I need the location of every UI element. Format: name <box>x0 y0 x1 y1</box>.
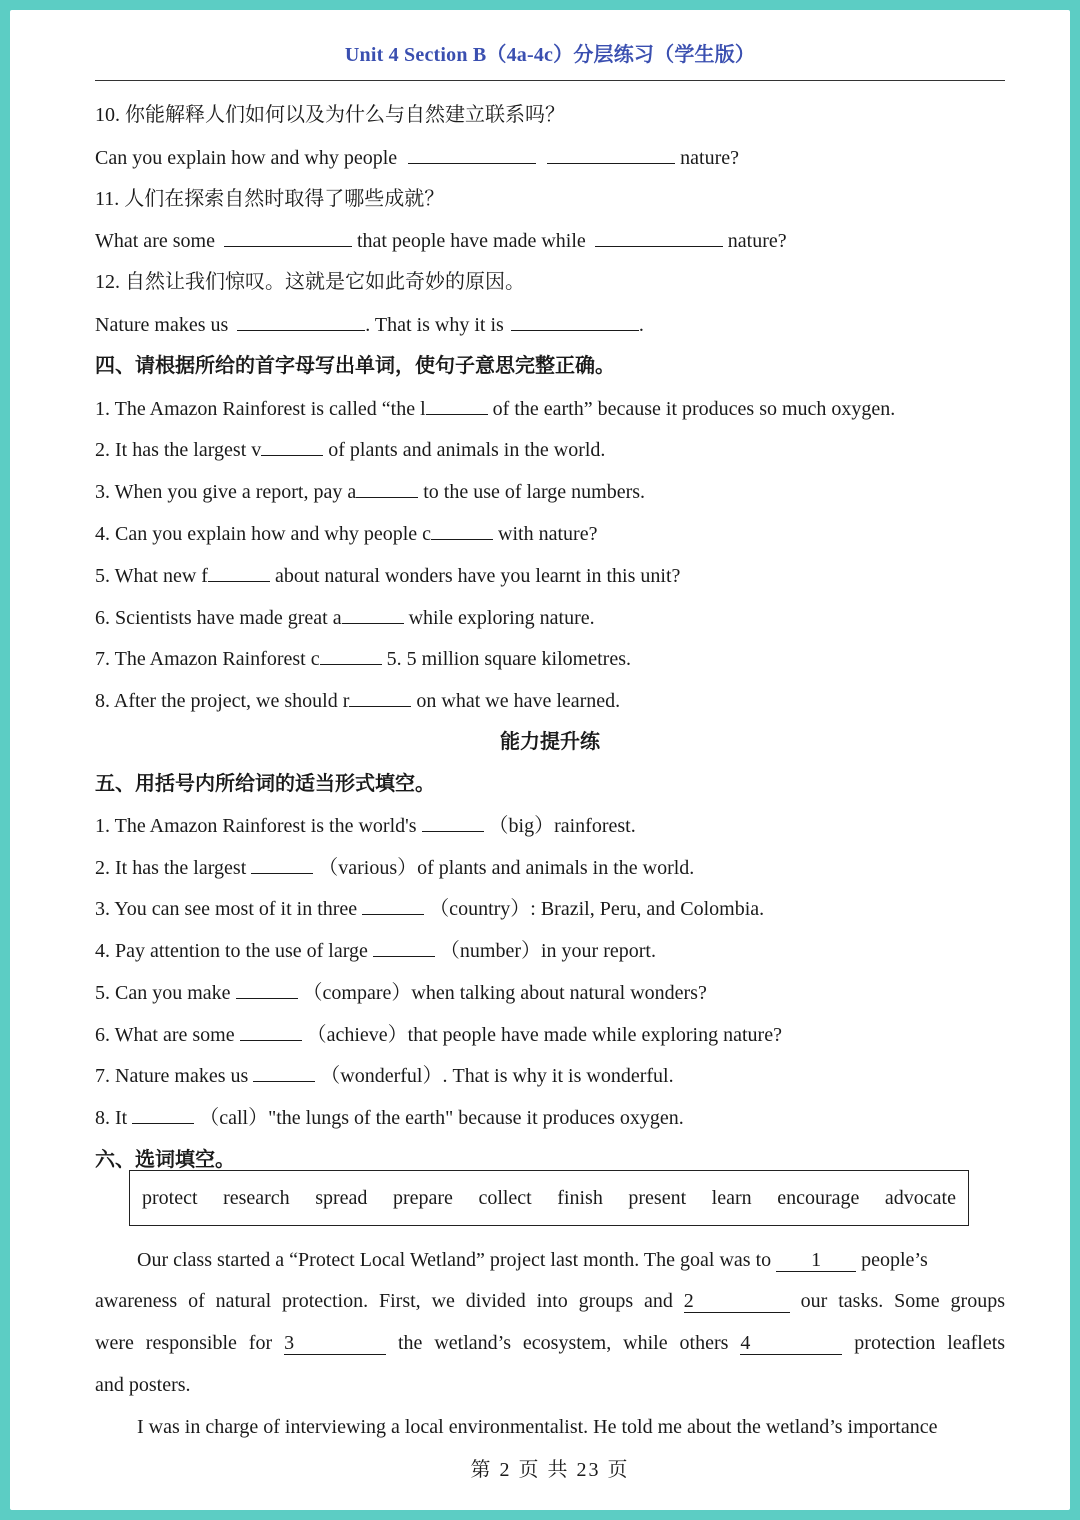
passage-line-3-text-b: the wetland’s ecosystem, while others <box>398 1332 729 1354</box>
passage-line-4: and posters. <box>95 1374 191 1396</box>
section-4-heading: 四、请根据所给的首字母写出单词，使句子意思完整正确。 <box>95 355 615 377</box>
section-5-heading: 五、用括号内所给词的适当形式填空。 <box>95 773 435 795</box>
sec5-item-4-text-a: 4. Pay attention to the use of large <box>95 940 368 962</box>
question-11-chinese: 11. 人们在探索自然时取得了哪些成就？ <box>95 188 445 210</box>
sec5-item-1-text-a: 1. The Amazon Rainforest is the world's <box>95 815 417 837</box>
sec4-item-6-blank[interactable] <box>342 605 404 624</box>
sec4-item-3-blank[interactable] <box>356 479 418 498</box>
sec5-item-5-text-a: 5. Can you make <box>95 982 231 1004</box>
word-bank-item: encourage <box>777 1186 860 1209</box>
sec4-item-2-text-b: of plants and animals in the world. <box>328 439 606 461</box>
sec5-item-5-text-b: （compare）when talking about natural wonders? <box>302 982 707 1004</box>
passage-line-3-text-c: protection leaflets <box>854 1332 1006 1354</box>
sec4-item-7-text-b: 5. 5 million square kilometres. <box>386 648 631 670</box>
sec4-item-3 <box>95 478 645 506</box>
q11-blank-1[interactable] <box>224 228 352 247</box>
sec4-item-6-text-b: while exploring nature. <box>408 607 595 629</box>
section-6-heading: 六、选词填空。 <box>95 1149 235 1171</box>
sec5-item-4-text-b: （number）in your report. <box>439 940 656 962</box>
q10-blank-2[interactable] <box>547 145 675 164</box>
question-10-english <box>95 144 739 172</box>
sec5-item-6-text-a: 6. What are some <box>95 1024 235 1046</box>
sec5-item-3 <box>95 895 764 923</box>
worksheet-page <box>10 10 1070 1510</box>
sec4-item-6 <box>95 604 595 632</box>
page-header-title: Unit 4 Section B（4a-4c）分层练习（学生版） <box>344 44 756 66</box>
sec4-item-4-blank[interactable] <box>431 521 493 540</box>
sec4-item-5 <box>95 562 680 590</box>
sec5-item-3-blank[interactable] <box>362 896 424 915</box>
sec5-item-3-text-a: 3. You can see most of it in three <box>95 898 358 920</box>
sec4-item-3-text-a: 3. When you give a report, pay a <box>95 481 357 503</box>
sec4-item-4-text-a: 4. Can you explain how and why people c <box>95 523 432 545</box>
sec4-item-5-text-b: about natural wonders have you learnt in this unit? <box>274 565 681 587</box>
passage-line-1-text-a: Our class started a “Protect Local Wetland” project last month. The goal was to <box>137 1249 772 1271</box>
sec5-item-6-text-b: （achieve）that people have made while exploring nature? <box>306 1024 782 1046</box>
sec5-item-3-text-b: （country）: Brazil, Peru, and Colombia. <box>429 898 765 920</box>
sec5-item-6 <box>95 1021 782 1049</box>
sec5-item-8 <box>95 1104 684 1132</box>
sec5-item-5-blank[interactable] <box>236 980 298 999</box>
sec5-item-2-blank[interactable] <box>251 855 313 874</box>
sec4-item-8-text-a: 8. After the project, we should r <box>95 690 350 712</box>
q12-text-a: Nature makes us <box>95 314 229 336</box>
passage-line-1 <box>137 1246 928 1274</box>
word-bank-item: prepare <box>392 1186 453 1209</box>
word-bank-item: protect <box>142 1186 198 1209</box>
sec5-item-2-text-b: （various）of plants and animals in the world. <box>318 857 695 879</box>
q12-blank-1[interactable] <box>237 312 365 331</box>
word-bank-item: advocate <box>884 1186 956 1209</box>
passage-blank-1[interactable]: 1 <box>776 1249 856 1272</box>
sec4-item-1-blank[interactable] <box>426 396 488 415</box>
sec5-item-5 <box>95 979 707 1007</box>
passage-line-2-text-b: our tasks. Some groups <box>800 1290 1006 1312</box>
sec5-item-8-blank[interactable] <box>132 1105 194 1124</box>
sec4-item-6-text-a: 6. Scientists have made great a <box>95 607 342 629</box>
header-divider <box>95 80 1005 81</box>
q12-blank-2[interactable] <box>511 312 639 331</box>
word-bank-item: learn <box>711 1186 752 1209</box>
passage-line-2 <box>95 1287 1005 1315</box>
sec5-item-7-text-b: （wonderful）. That is why it is wonderful. <box>320 1065 674 1087</box>
sec4-item-7 <box>95 645 631 673</box>
sec4-item-1-text-b: of the earth” because it produces so much oxygen. <box>492 398 896 420</box>
word-bank-item: spread <box>315 1186 368 1209</box>
sec5-item-8-text-b: （call）"the lungs of the earth" because it produces oxygen. <box>199 1107 684 1129</box>
passage-blank-2[interactable]: 2 <box>684 1290 790 1313</box>
sec4-item-5-text-a: 5. What new f <box>95 565 208 587</box>
question-11-english <box>95 227 787 255</box>
word-bank-item: present <box>628 1186 687 1209</box>
sec5-item-6-blank[interactable] <box>240 1022 302 1041</box>
q11-text-c: nature? <box>727 230 787 252</box>
sec4-item-5-blank[interactable] <box>208 563 270 582</box>
q11-text-a: What are some <box>95 230 215 252</box>
passage-blank-3[interactable]: 3 <box>284 1332 386 1355</box>
question-10-chinese: 10. 你能解释人们如何以及为什么与自然建立联系吗？ <box>95 104 565 126</box>
sec5-item-7-blank[interactable] <box>253 1063 315 1082</box>
q10-text-b: nature? <box>680 147 740 169</box>
passage-line-2-text-a: awareness of natural protection. First, we divided into groups and <box>95 1290 673 1312</box>
word-bank-item: collect <box>478 1186 532 1209</box>
sec4-item-4-text-b: with nature? <box>498 523 598 545</box>
q11-text-b: that people have made while <box>356 230 586 252</box>
page-footer: 第 2 页 共 23 页 <box>470 1459 630 1481</box>
passage-blank-4[interactable]: 4 <box>740 1332 842 1355</box>
sec5-item-2 <box>95 854 694 882</box>
sec4-item-1 <box>95 395 895 423</box>
sec5-item-1 <box>95 812 636 840</box>
q10-blank-1[interactable] <box>408 145 536 164</box>
sec4-item-1-text-a: 1. The Amazon Rainforest is called “the l <box>95 398 426 420</box>
sec4-item-8-blank[interactable] <box>349 688 411 707</box>
level-title: 能力提升练 <box>500 731 600 753</box>
sec4-item-4 <box>95 520 597 548</box>
sec4-item-2 <box>95 436 605 464</box>
sec5-item-7-text-a: 7. Nature makes us <box>95 1065 249 1087</box>
question-12-chinese: 12. 自然让我们惊叹。这就是它如此奇妙的原因。 <box>95 271 525 293</box>
sec4-item-2-blank[interactable] <box>261 437 323 456</box>
sec4-item-2-text-a: 2. It has the largest v <box>95 439 262 461</box>
sec5-item-4-blank[interactable] <box>373 938 435 957</box>
passage-line-3-text-a: were responsible for <box>95 1332 273 1354</box>
sec4-item-8 <box>95 687 620 715</box>
sec4-item-7-text-a: 7. The Amazon Rainforest c <box>95 648 320 670</box>
q12-text-b: . That is why it is <box>365 314 504 336</box>
q10-text-a: Can you explain how and why people <box>95 147 398 169</box>
sec4-item-8-text-b: on what we have learned. <box>416 690 621 712</box>
sec5-item-1-blank[interactable] <box>422 813 484 832</box>
sec5-item-7 <box>95 1062 674 1090</box>
sec5-item-2-text-a: 2. It has the largest <box>95 857 247 879</box>
passage-line-1-text-b: people’s <box>861 1249 928 1271</box>
passage-paragraph-2: I was in charge of interviewing a local environmentalist. He told me about the wetland’s importance <box>137 1416 938 1438</box>
q11-blank-2[interactable] <box>595 228 723 247</box>
word-bank-item: research <box>223 1186 290 1209</box>
word-bank-item: finish <box>557 1186 603 1209</box>
word-bank <box>129 1170 969 1226</box>
sec5-item-8-text-a: 8. It <box>95 1107 128 1129</box>
passage-line-3 <box>95 1329 1005 1357</box>
sec5-item-4 <box>95 937 656 965</box>
sec4-item-7-blank[interactable] <box>320 646 382 665</box>
sec5-item-1-text-b: （big）rainforest. <box>488 815 636 837</box>
q12-text-c: . <box>638 314 644 336</box>
sec4-item-3-text-b: to the use of large numbers. <box>423 481 646 503</box>
question-12-english <box>95 311 644 339</box>
